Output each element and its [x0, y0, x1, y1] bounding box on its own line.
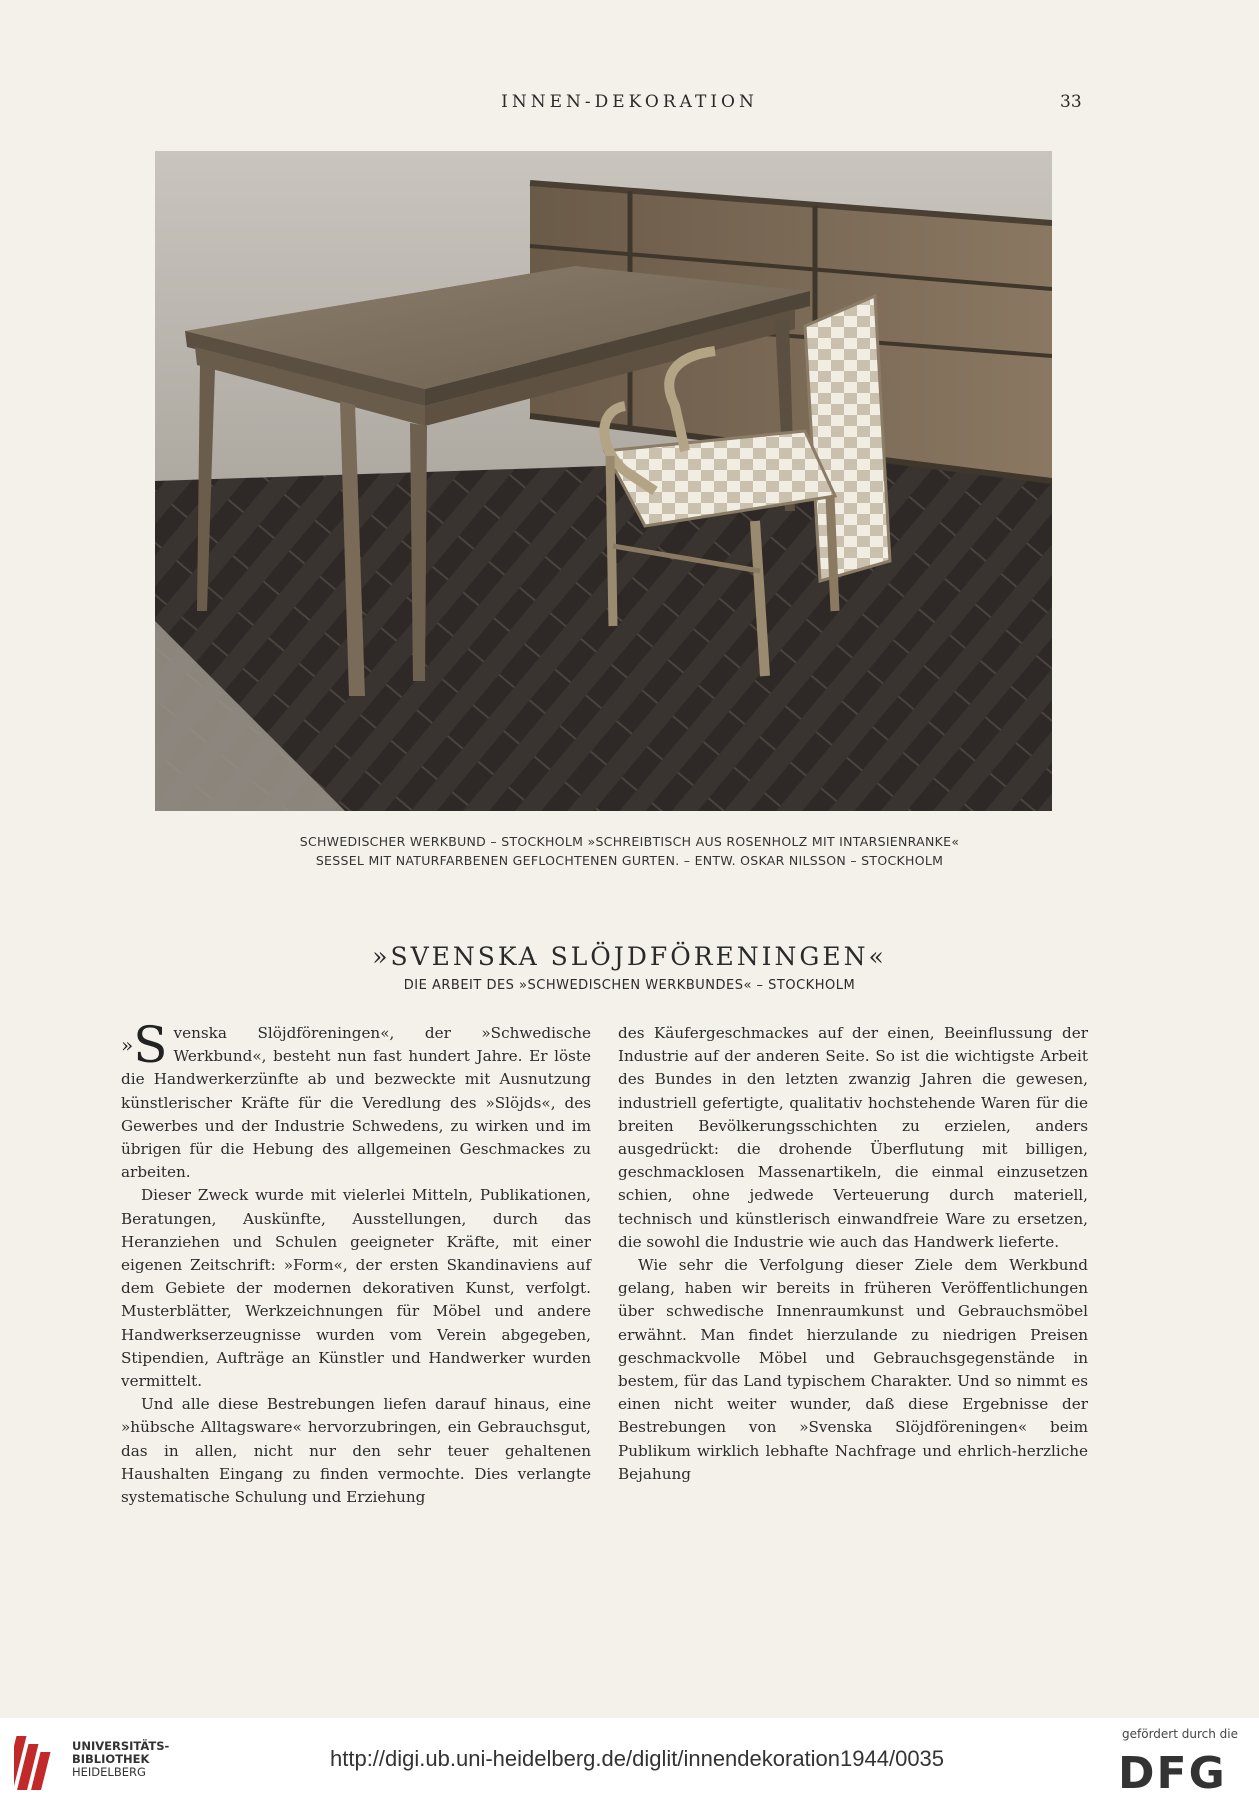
text-column-right	[618, 1022, 1088, 1486]
library-line-1: UNIVERSITÄTS-	[72, 1739, 170, 1753]
paragraph-text: venska Slöjdföreningen«, der »Schwedische Werkbund«, besteht nun fast hundert Jahre. Er löste die Handwerkerzünfte ab und bezweckte mit Ausnutzung künstlerischer Kräfte für die Veredlung des »Slöjds«, des Gewerbes und der Industrie Schwedens, zu wirken und im übrigen für die Hebung des allgemeinen Geschmackes zu arbeiten.	[121, 1024, 591, 1182]
dropcap-quote: »	[121, 1033, 134, 1057]
furniture-photo-icon	[155, 151, 1052, 811]
article-title: »SVENSKA SLÖJDFÖRENINGEN«	[372, 942, 887, 971]
article-subtitle: DIE ARBEIT DES »SCHWEDISCHEN WERKBUNDES« – STOCKHOLM	[403, 978, 856, 993]
dfg-logo: DFG	[1118, 1748, 1227, 1799]
library-line-3: HEIDELBERG	[72, 1765, 146, 1779]
paragraph: Und alle diese Bestrebungen liefen darauf hinaus, eine »hübsche Alltagsware« hervorzubringen, ein Gebrauchsgut, das in allen, nicht nur den sehr teuer gehaltenen Haushalten Eingang zu finden vermochte. Dies verlangte systematische Schulung und Erziehung	[121, 1395, 591, 1507]
page-number: 33	[1060, 92, 1082, 112]
paragraph: Dieser Zweck wurde mit vielerlei Mitteln, Publikationen, Beratungen, Auskünfte, Ausstellungen, durch das Heranziehen und Schulen geeigneter Kräfte, mit einer eigenen Zeitschrift: »Form«, der ersten Skandinaviens auf dem Gebiete der modernen dekorativen Kunst, verfolgt. Musterblätter, Werkzeichnungen für Möbel und andere Handwerkserzeugnisse wurden vom Verein abgegeben, Stipendien, Aufträge an Künstler und Handwerker wurden vermittelt.	[121, 1186, 591, 1391]
paragraph	[121, 1016, 591, 1184]
library-line-2: BIBLIOTHEK	[72, 1752, 150, 1766]
caption-line-2: SESSEL MIT NATURFARBENEN GEFLOCHTENEN GURTEN. – ENTW. OSKAR NILSSON – STOCKHOLM	[315, 853, 944, 868]
paragraph: Wie sehr die Verfolgung dieser Ziele dem Werkbund gelang, haben wir bereits in früheren Veröffentlichungen über schwedische Innenraumkunst und Gebrauchsmöbel erwähnt. Man findet hierzulande zu niedrigen Preisen geschmackvolle Möbel und Gebrauchsgegenstände in bestem, für das Land typischem Charakter. Und so nimmt es einen nicht weiter wunder, daß diese Ergebnisse der Bestrebungen von »Svenska Slöjdföreningen« beim Publikum wirklich lebhafte Nachfrage und ehrlich-herzliche Bejahung	[618, 1256, 1088, 1483]
photo-caption	[0, 832, 1259, 870]
library-name	[72, 1740, 169, 1779]
source-url-link[interactable]: http://digi.ub.uni-heidelberg.de/diglit/innendekoration1944/0035	[330, 1746, 945, 1771]
caption-line-1: SCHWEDISCHER WERKBUND – STOCKHOLM »SCHREIBTISCH AUS ROSENHOLZ MIT INTARSIENRANKE«	[299, 834, 960, 849]
funded-by-label: gefördert durch die	[1122, 1727, 1238, 1741]
text-column-left	[121, 1016, 591, 1509]
furniture-photo	[155, 151, 1052, 811]
drop-cap	[121, 1016, 168, 1074]
paragraph: des Käufergeschmackes auf der einen, Beeinflussung der Industrie auf der anderen Seite. So ist die wichtigste Arbeit des Bundes in den letzten zwanzig Jahren die gewesen, industriell gefertigte, qualitativ hochstehende Waren für die breiten Bevölkerungsschichten zu erzielen, anders ausgedrückt: die drohende Überflutung mit billigen, geschmacklosen Massenartikeln, die einmal einzusetzen schien, ohne jedwede Verteuerung durch materiell, technisch und künstlerisch einwandfreie Ware zu ersetzen, die sowohl die Industrie wie auch das Handwerk lieferte.	[618, 1024, 1088, 1251]
library-logo-icon	[14, 1730, 62, 1796]
dropcap-letter: S	[133, 1016, 168, 1074]
running-header: INNEN-DEKORATION	[501, 92, 758, 112]
